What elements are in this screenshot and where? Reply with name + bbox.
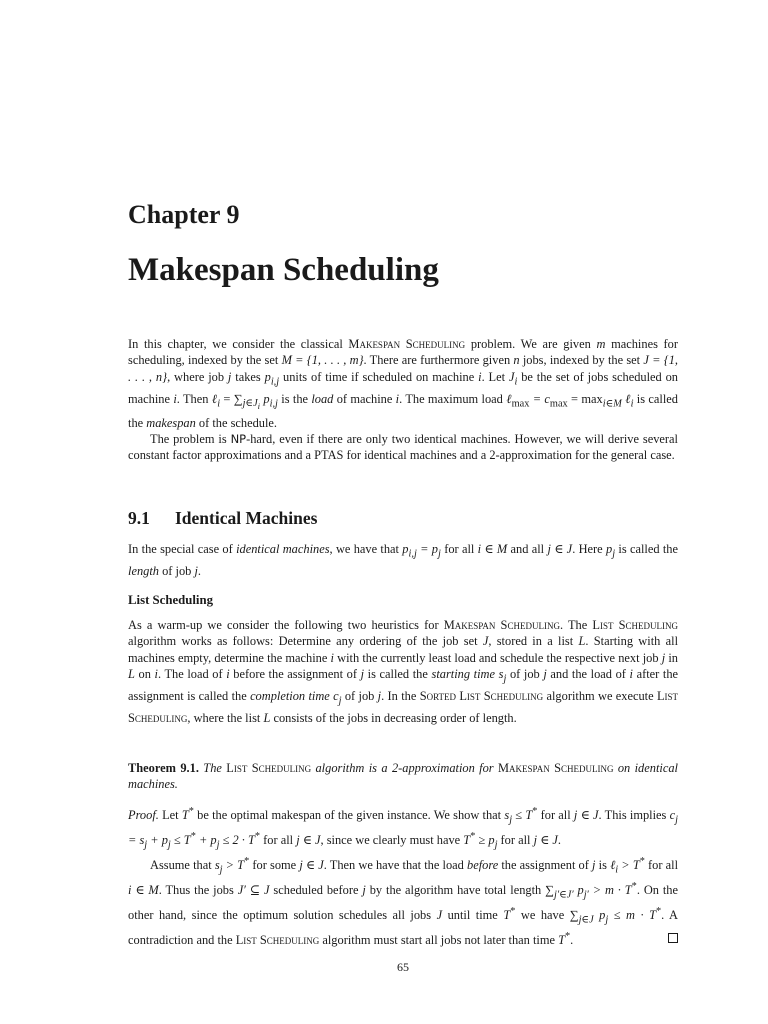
proof-paragraph-1: Proof. Let T* be the optimal makespan of the given instance. We show that $s_j \le T^*$ for all j ∈ J. This implies $c_j = s_j + p_j \le T^* + p_j \le 2 \cdot T^*$ for all j ∈ J, since we clearly must have $T^* \ge p_j$ for all j ∈ J. <box>128 806 678 851</box>
chapter-title: Makespan Scheduling <box>128 252 439 288</box>
page-number: 65 <box>397 960 409 974</box>
section-text <box>128 541 678 579</box>
proof-block <box>128 804 678 949</box>
list-scheduling-text <box>128 617 678 726</box>
section-paragraph-1: In the special case of identical machines, we have that $p_{i,j} = p_j$ for all i ∈ M and all j ∈ J. Here $p_j$ is called the length of job j. <box>128 542 678 578</box>
section-number: 9.1 <box>128 508 150 528</box>
subsection-heading: List Scheduling <box>128 593 213 607</box>
theorem-block <box>128 760 678 793</box>
list-scheduling-paragraph: As a warm-up we consider the following two heuristics for Makespan Scheduling. The List Scheduling algorithm works as follows: Determine any ordering of the job set J, stored in a list L. Starting with all machines empty, determine the machine i with the currently least load and schedule the respective next job j in L on i. The load of i before the assignment of j is called the starting time $s_j$ of job j and the load of i after the assignment is called the completion time $c_j$ of job j. In the Sorted List Scheduling algorithm we execute List Scheduling, where the list L consists of the jobs in decreasing order of length. <box>128 618 679 725</box>
qed-square-icon <box>668 933 678 943</box>
proof-label: Proof. <box>128 808 159 823</box>
section-heading <box>128 508 317 529</box>
proof-paragraph-2: Assume that $s_j > T^*$ for some j ∈ J. Then we have that the load before the assignment of j is ℓ$_i$ > T* for all i ∈ M. Thus the jobs J′ ⊆ J scheduled before j by the algorithm have total length $\sum_{j'\in J'}$ $p_{j'} > m \cdot T^*$. On the other hand, since the optimum solution schedules all jobs J until time T* we have $\sum_{j\in J}$ $p_j \le m \cdot T^*$. A contradiction and the List Scheduling algorithm must start all jobs not later than time T*. <box>128 856 679 948</box>
chapter-label: Chapter 9 <box>128 200 240 229</box>
section-title: Identical Machines <box>175 508 318 528</box>
intro-paragraph-2: The problem is NP-hard, even if there are only two identical machines. However, we will derive several constant factor approximations and a PTAS for identical machines and a 2-approximation for the general case. <box>128 432 678 463</box>
intro-text <box>128 336 678 464</box>
theorem-label: Theorem 9.1. <box>128 761 199 775</box>
document-page <box>128 0 678 1024</box>
theorem-9-1: Theorem 9.1. The List Scheduling algorithm is a 2-approximation for Makespan Scheduling on identical machines. <box>128 761 678 792</box>
intro-paragraph-1: In this chapter, we consider the classical Makespan Scheduling problem. We are given m machines for scheduling, indexed by the set M = {1, . . . , m}. There are furthermore given n jobs, indexed by the set J = {1, . . . , n}, where job j takes $p_{i,j}$ units of time if scheduled on machine i. Let $J_i$ be the set of jobs scheduled on machine i. Then ℓ$_i$ = $\sum_{j\in J_i}$ $p_{i,j}$ is the load of machine i. The maximum load ℓ$_{max}$ = $c_{max} = \max_{i\in M}$ ℓ$_i$ is called the makespan of the schedule. <box>128 337 678 430</box>
